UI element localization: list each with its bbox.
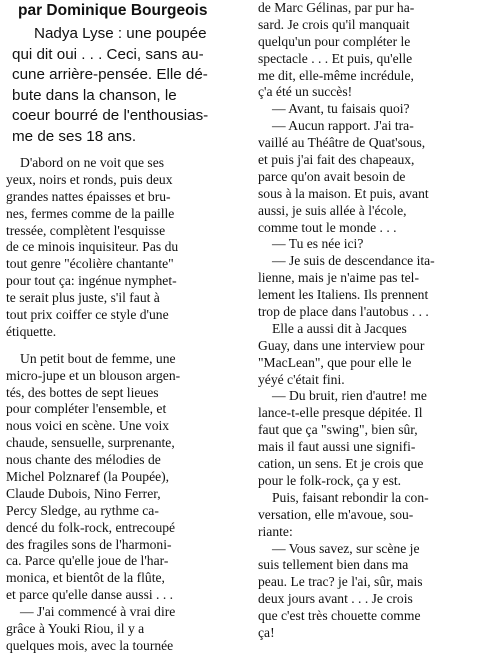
intro-line: coeur bourré de l'enthousias- <box>12 107 209 124</box>
text-line: et parce qu'elle danse aussi . . . <box>6 587 174 603</box>
text-line: micro-jupe et un blouson argen- <box>6 367 181 383</box>
body-paragraph <box>6 351 254 655</box>
text-line: étiquette. <box>6 323 57 339</box>
text-line: peau. Le trac? je l'ai, sûr, mais <box>258 574 423 590</box>
right-column <box>258 0 492 642</box>
text-line: versation, elle m'avoue, sou- <box>258 506 414 522</box>
intro-line: cune arrière-pensée. Elle dé- <box>12 66 208 83</box>
text-line: mais il faut aussi une signifi- <box>258 439 416 455</box>
text-line: grandes nattes épaisses et bru- <box>6 188 171 204</box>
text-line: que c'est très chouette comme <box>258 608 421 624</box>
intro-paragraph <box>6 24 254 147</box>
text-line: faut que ça "swing", bien sûr, <box>258 422 418 438</box>
text-line: suis tellement bien dans ma <box>258 557 409 573</box>
text-line: lement les Italiens. Ils prennent <box>258 287 429 303</box>
left-column <box>6 0 254 655</box>
text-line: trop de place dans l'autobus . . . <box>258 304 429 320</box>
text-line: pour compléter l'ensemble, et <box>6 401 167 417</box>
text-line: et puis j'ai fait des chapeaux, <box>258 152 415 168</box>
text-line: dencé du folk-rock, entrecoupé <box>6 519 176 535</box>
text-line: spectacle . . . Et puis, qu'elle <box>258 50 413 66</box>
body-paragraph <box>6 155 254 341</box>
text-line: quelqu'un pour compléter le <box>258 33 411 49</box>
text-line: nes, fermes comme de la paille <box>6 205 175 221</box>
text-line: quelques mois, avec la tournée <box>6 637 174 653</box>
intro-line: qui dit oui . . . Ceci, sans au- <box>12 45 204 63</box>
text-line: Guay, dans une interview pour <box>258 337 425 353</box>
paragraph-gap <box>6 341 254 351</box>
text-line: chaude, sensuelle, surprenante, <box>6 435 175 451</box>
text-line: ca. Parce qu'elle joue de l'har- <box>6 553 169 569</box>
text-line: — Du bruit, rien d'autre! me <box>272 388 427 404</box>
text-line: yéyé c'était fini. <box>258 371 345 387</box>
text-line: — Je suis de descendance ita- <box>272 253 435 269</box>
text-line: sard. Je crois qu'il manquait <box>258 16 410 32</box>
text-line: vaillé au Théâtre de Quat'sous, <box>258 135 426 151</box>
text-line: lienne, mais je n'aime pas tel- <box>258 270 419 286</box>
text-line: Elle a aussi dit à Jacques <box>272 320 407 336</box>
text-line: "MacLean", que pour elle le <box>258 354 412 370</box>
text-line: parce qu'on avait besoin de <box>258 168 406 184</box>
text-line: Un petit bout de femme, une <box>20 350 176 366</box>
text-line: — Avant, tu faisais quoi? <box>272 101 410 117</box>
text-line: lance-t-elle presque dépitée. Il <box>258 405 423 421</box>
text-line: Claude Dubois, Nino Ferrer, <box>6 485 161 501</box>
text-line: te serait plus juste, s'il faut à <box>6 290 160 306</box>
intro-line: bute dans la chanson, le <box>12 86 177 104</box>
text-line: pour tout ça: ingénue nymphet- <box>6 273 177 289</box>
text-line: tressée, complètent l'esquisse <box>6 222 166 238</box>
intro-line: me de ses 18 ans. <box>12 127 137 145</box>
text-line: D'abord on ne voit que ses <box>20 155 165 170</box>
text-line: — Vous savez, sur scène je <box>272 540 420 556</box>
text-line: tés, des bottes de sept lieues <box>6 384 159 400</box>
text-line: Puis, faisant rebondir la con- <box>272 489 429 505</box>
intro-line: Nadya Lyse : une poupée <box>34 25 207 42</box>
text-line: — Aucun rapport. J'ai tra- <box>272 118 414 134</box>
text-line: cation, un sens. Et je crois que <box>258 456 424 472</box>
text-line: de Marc Gélinas, par pur ha- <box>258 0 415 15</box>
text-line: des fragiles sons de l'harmoni- <box>6 536 172 552</box>
text-line: — Tu es née ici? <box>272 236 364 252</box>
text-line: deux jours avant . . . Je crois <box>258 591 413 607</box>
text-line: me dit, elle-même incrédule, <box>258 67 414 83</box>
left-body-text <box>6 155 254 655</box>
text-line: ç'a été un succès! <box>258 84 353 100</box>
text-line: comme tout le monde . . . <box>258 219 397 235</box>
text-line: grâce à Youki Riou, il y a <box>6 621 145 637</box>
text-line: — J'ai commencé à vrai dire <box>20 604 176 620</box>
text-line: pour le folk-rock, ça y est. <box>258 472 402 488</box>
text-line: aussi, je suis allée à l'école, <box>258 202 407 218</box>
text-line: riante: <box>258 523 293 539</box>
text-line: tout prix coiffer ce style d'une <box>6 307 169 323</box>
text-line: nous chante des mélodies de <box>6 452 161 468</box>
byline: par Dominique Bourgeois <box>18 2 208 19</box>
text-line: monica, et bientôt de la flûte, <box>6 570 165 586</box>
text-line: yeux, noirs et ronds, puis deux <box>6 171 173 187</box>
text-line: sous à la maison. Et puis, avant <box>258 185 429 201</box>
text-line: Percy Sledge, au rythme ca- <box>6 502 159 518</box>
text-line: nous voici en scène. Une voix <box>6 418 170 434</box>
text-line: tout genre "écolière chantante" <box>6 256 174 272</box>
text-line: Michel Polznaref (la Poupée), <box>6 469 170 485</box>
text-line: de ce minois inquisiteur. Pas du <box>6 239 179 255</box>
text-line: ça! <box>258 624 275 640</box>
